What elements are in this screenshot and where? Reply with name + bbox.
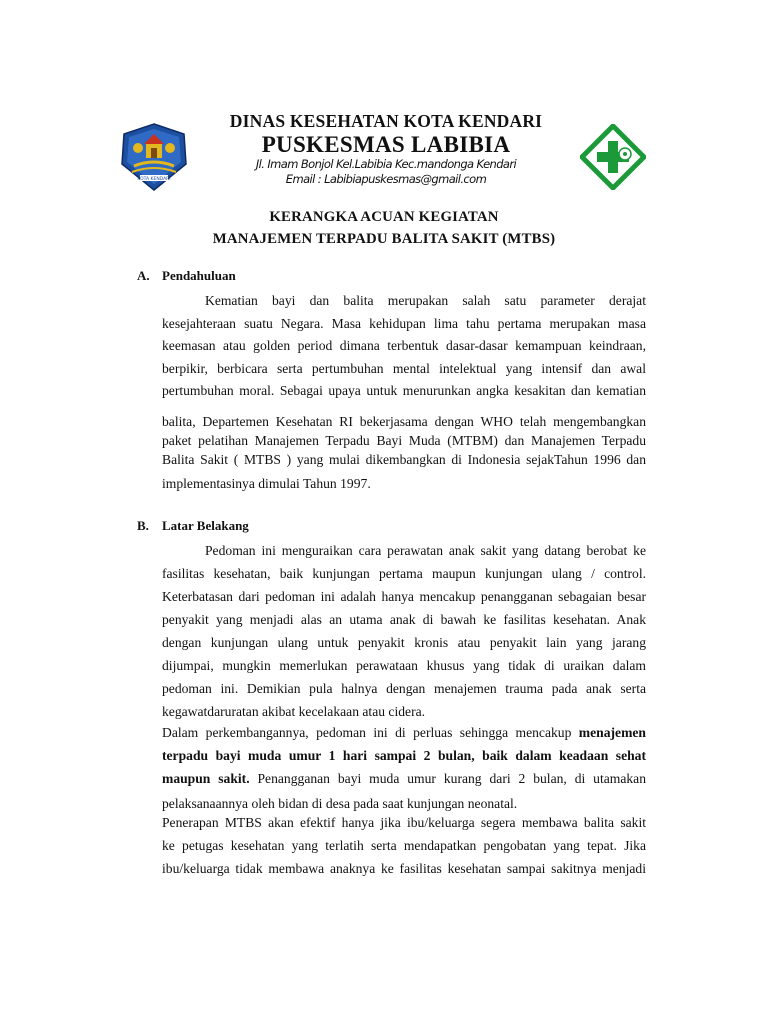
p2-line1-normal: Dalam perkembangannya, pedoman ini di perluas sehingga mencakup bbox=[162, 725, 579, 740]
section-b-paragraph-3 bbox=[162, 811, 646, 880]
paragraph-line: Kematian bayi dan balita merupakan salah satu parameter derajat bbox=[205, 293, 646, 308]
paragraph-line: paket pelatihan Manajemen Terpadu Bayi Muda (MTBM) dan Manajemen Terpadu bbox=[162, 433, 646, 448]
paragraph-line: dengan kunjungan ulang untuk penyakit kronis atau penyakit lain yang jarang bbox=[162, 635, 646, 650]
section-a-paragraph-cont bbox=[162, 412, 646, 450]
section-b-letter: B. bbox=[137, 518, 149, 533]
p2-line3-normal: Penangganan bayi muda umur kurang dari 2 bulan, di utamakan bbox=[249, 771, 646, 786]
paragraph-line: ke petugas kesehatan yang terlatih serta mendapatkan pengobatan yang tepat. Jika bbox=[162, 838, 646, 853]
paragraph-line bbox=[162, 721, 646, 744]
paragraph-line: balita, Departemen Kesehatan RI bekerjasama dengan WHO telah mengembangkan bbox=[162, 414, 646, 429]
title-line-1: KERANGKA ACUAN KEGIATAN bbox=[269, 209, 499, 225]
section-a-letter: A. bbox=[137, 268, 150, 283]
paragraph-line: ibu/keluarga tidak membawa anaknya ke fasilitas kesehatan sampai sakitnya menjadi bbox=[162, 861, 646, 876]
title-line-2: MANAJEMEN TERPADU BALITA SAKIT (MTBS) bbox=[212, 231, 556, 247]
paragraph-line: Balita Sakit ( MTBS ) yang mulai dikembangkan di Indonesia sejakTahun 1996 dan bbox=[162, 452, 646, 467]
section-a-heading bbox=[137, 268, 236, 284]
paragraph-line: berpikir, berbicara serta pertumbuhan mental intelektual yang intensif dan awal bbox=[162, 360, 646, 376]
paragraph-line: kesejahteraan suatu Negara. Masa kehidupan lima tahu pertama merupakan masa bbox=[162, 315, 646, 331]
paragraph-line: pedoman ini. Demikian pula halnya dengan menajemen trauma pada anak serta bbox=[162, 681, 646, 696]
letterhead-address: Jl. Imam Bonjol Kel.Labibia Kec.mandonga Kendari bbox=[255, 157, 517, 171]
letterhead-org: DINAS KESEHATAN KOTA KENDARI bbox=[229, 111, 543, 131]
paragraph-line: keemasan atau golden period dimana terbentuk dasar-dasar kemampuan keindraan, bbox=[162, 338, 646, 354]
puskesmas-logo-icon bbox=[580, 124, 646, 190]
p2-line1-bold: menajemen bbox=[578, 725, 646, 740]
kendari-city-emblem-icon bbox=[120, 122, 188, 192]
section-b-heading bbox=[137, 518, 249, 534]
paragraph-line: dijumpai, mungkin memerlukan perawataan khusus yang tidak di uraikan dalam bbox=[162, 658, 646, 673]
section-b-paragraph-2 bbox=[162, 721, 646, 790]
letterhead-text bbox=[180, 110, 592, 187]
p2-line3-bold: maupun sakit. bbox=[162, 771, 250, 786]
paragraph-line: penyakit yang menjadi alas an utama anak di bawah ke fasilitas kesehatan. Anak bbox=[162, 612, 646, 627]
paragraph-line: terpadu bayi muda umur 1 hari sampai 2 bulan, baik dalam keadaan sehat bbox=[162, 748, 646, 763]
paragraph-line: pelaksanaannya oleh bidan di desa pada saat kunjungan neonatal. bbox=[162, 796, 518, 811]
paragraph-line bbox=[162, 767, 646, 790]
emblem-caption: KOTA KENDARI bbox=[137, 177, 171, 182]
section-a-paragraph-end bbox=[162, 448, 646, 496]
paragraph-line: Keterbatasan dari pedoman ini adalah hanya mencakup penangganan sebagaian besar bbox=[162, 589, 646, 604]
paragraph-line: kegawatdaruratan akibat kecelakaan atau cidera. bbox=[162, 704, 426, 719]
letterhead-email: Email : Labibiapuskesmas@gmail.com bbox=[285, 172, 487, 186]
paragraph-line: Pedoman ini menguraikan cara perawatan anak sakit yang datang berobat ke bbox=[205, 543, 646, 558]
section-b-paragraph-1 bbox=[162, 539, 646, 723]
document-title bbox=[0, 206, 768, 250]
paragraph-line: fasilitas kesehatan, baik kunjungan pertama maupun kunjungan ulang / control. bbox=[162, 566, 646, 581]
section-a-paragraph bbox=[162, 290, 646, 403]
letterhead bbox=[0, 110, 768, 200]
section-a-title: Pendahuluan bbox=[162, 268, 236, 283]
paragraph-line: pertumbuhan moral. Sebagai upaya untuk menurunkan angka kesakitan dan kematian bbox=[162, 383, 646, 399]
paragraph-line: Penerapan MTBS akan efektif hanya jika ibu/keluarga segera membawa balita sakit bbox=[162, 815, 646, 830]
section-b-title: Latar Belakang bbox=[162, 518, 249, 533]
paragraph-line: implementasinya dimulai Tahun 1997. bbox=[162, 476, 371, 491]
letterhead-name: PUSKESMAS LABIBIA bbox=[261, 132, 511, 157]
